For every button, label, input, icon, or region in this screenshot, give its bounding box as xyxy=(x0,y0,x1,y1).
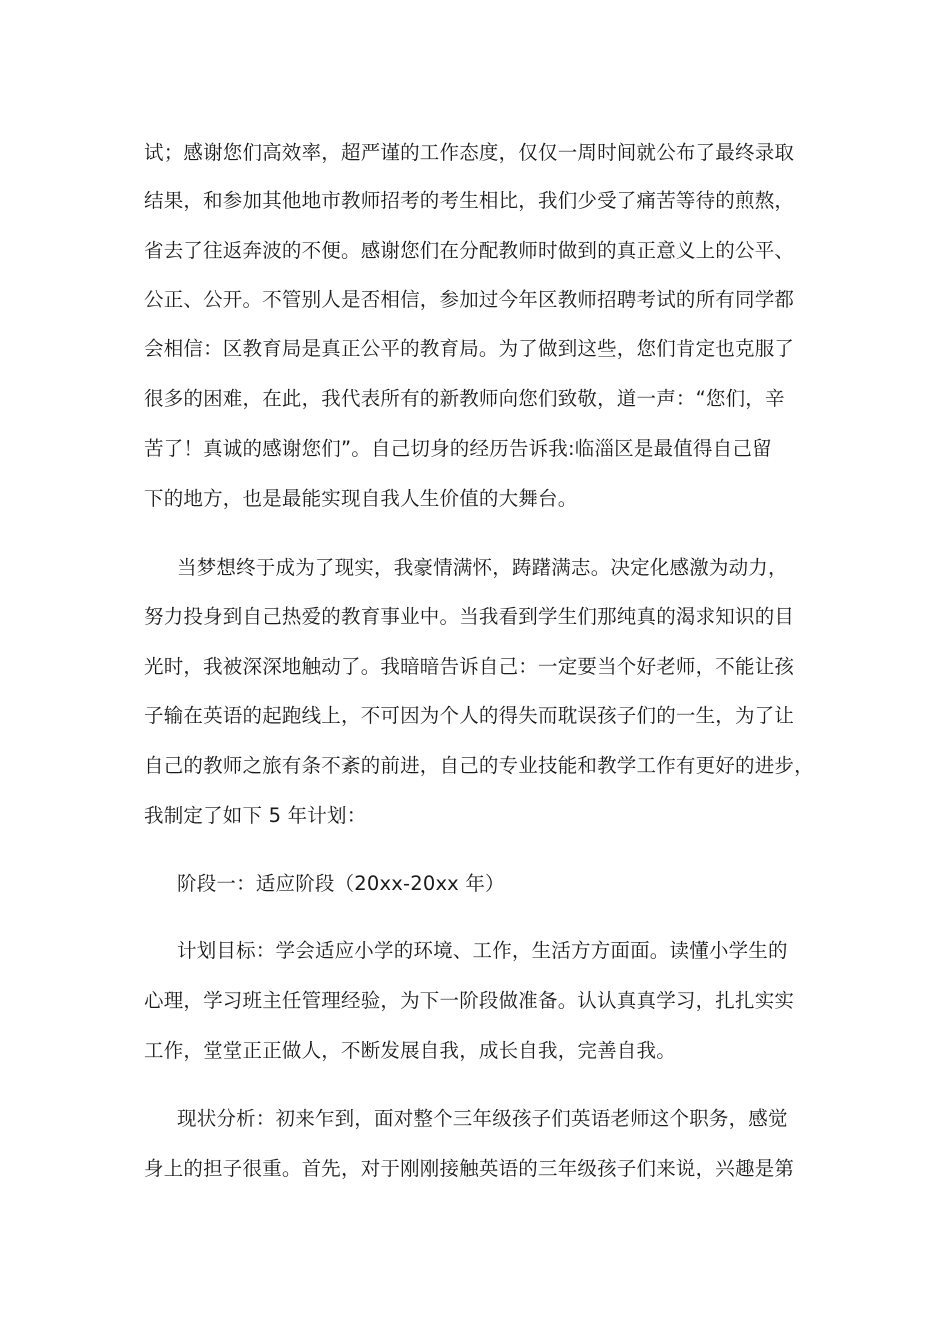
text-line: 省去了往返奔波的不便。感谢您们在分配教师时做到的真正意义上的公平、 xyxy=(144,239,795,262)
text-line: 光时，我被深深地触动了。我暗暗告诉自己：一定要当个好老师，不能让孩 xyxy=(144,655,795,678)
text-line: 自己的教师之旅有条不紊的前进，自己的专业技能和教学工作有更好的进步， xyxy=(144,754,814,777)
text-line: 现状分析：初来乍到，面对整个三年级孩子们英语老师这个职务，感觉 xyxy=(177,1107,788,1130)
text-line: 心理，学习班主任管理经验，为下一阶段做准备。认认真真学习，扎扎实实 xyxy=(144,989,795,1012)
text-line: 计划目标：学会适应小学的环境、工作，生活方方面面。读懂小学生的 xyxy=(177,939,788,962)
text-line: 努力投身到自己热爱的教育事业中。当我看到学生们那纯真的渴求知识的目 xyxy=(144,605,795,628)
text-line: 很多的困难，在此，我代表所有的新教师向您们致敬，道一声：“您们，辛 xyxy=(144,387,785,410)
text-line: 我制定了如下 5 年计划： xyxy=(144,804,367,827)
text-line: 工作，堂堂正正做人，不断发展自我，成长自我，完善自我。 xyxy=(144,1039,676,1062)
text-line: 子输在英语的起跑线上，不可因为个人的得失而耽误孩子们的一生，为了让 xyxy=(144,704,795,727)
text-line: 苦了！真诚的感谢您们”。自己切身的经历告诉我:临淄区是最值得自己留 xyxy=(144,437,772,460)
text-line: 试；感谢您们高效率，超严谨的工作态度，仅仅一周时间就公布了最终录取 xyxy=(144,141,795,164)
text-line: 结果，和参加其他地市教师招考的考生相比，我们少受了痛苦等待的煎熬， xyxy=(144,189,795,212)
text-line: 下的地方，也是最能实现自我人生价值的大舞台。 xyxy=(144,487,578,510)
text-line: 身上的担子很重。首先，对于刚刚接触英语的三年级孩子们来说，兴趣是第 xyxy=(144,1157,795,1180)
text-line: 会相信：区教育局是真正公平的教育局。为了做到这些，您们肯定也克服了 xyxy=(144,337,795,360)
text-line: 公正、公开。不管别人是否相信，参加过今年区教师招聘考试的所有同学都 xyxy=(144,288,795,311)
section-heading: 阶段一：适应阶段（20xx-20xx 年） xyxy=(177,872,505,895)
text-line: 当梦想终于成为了现实，我豪情满怀，踌躇满志。决定化感激为动力， xyxy=(177,556,788,579)
